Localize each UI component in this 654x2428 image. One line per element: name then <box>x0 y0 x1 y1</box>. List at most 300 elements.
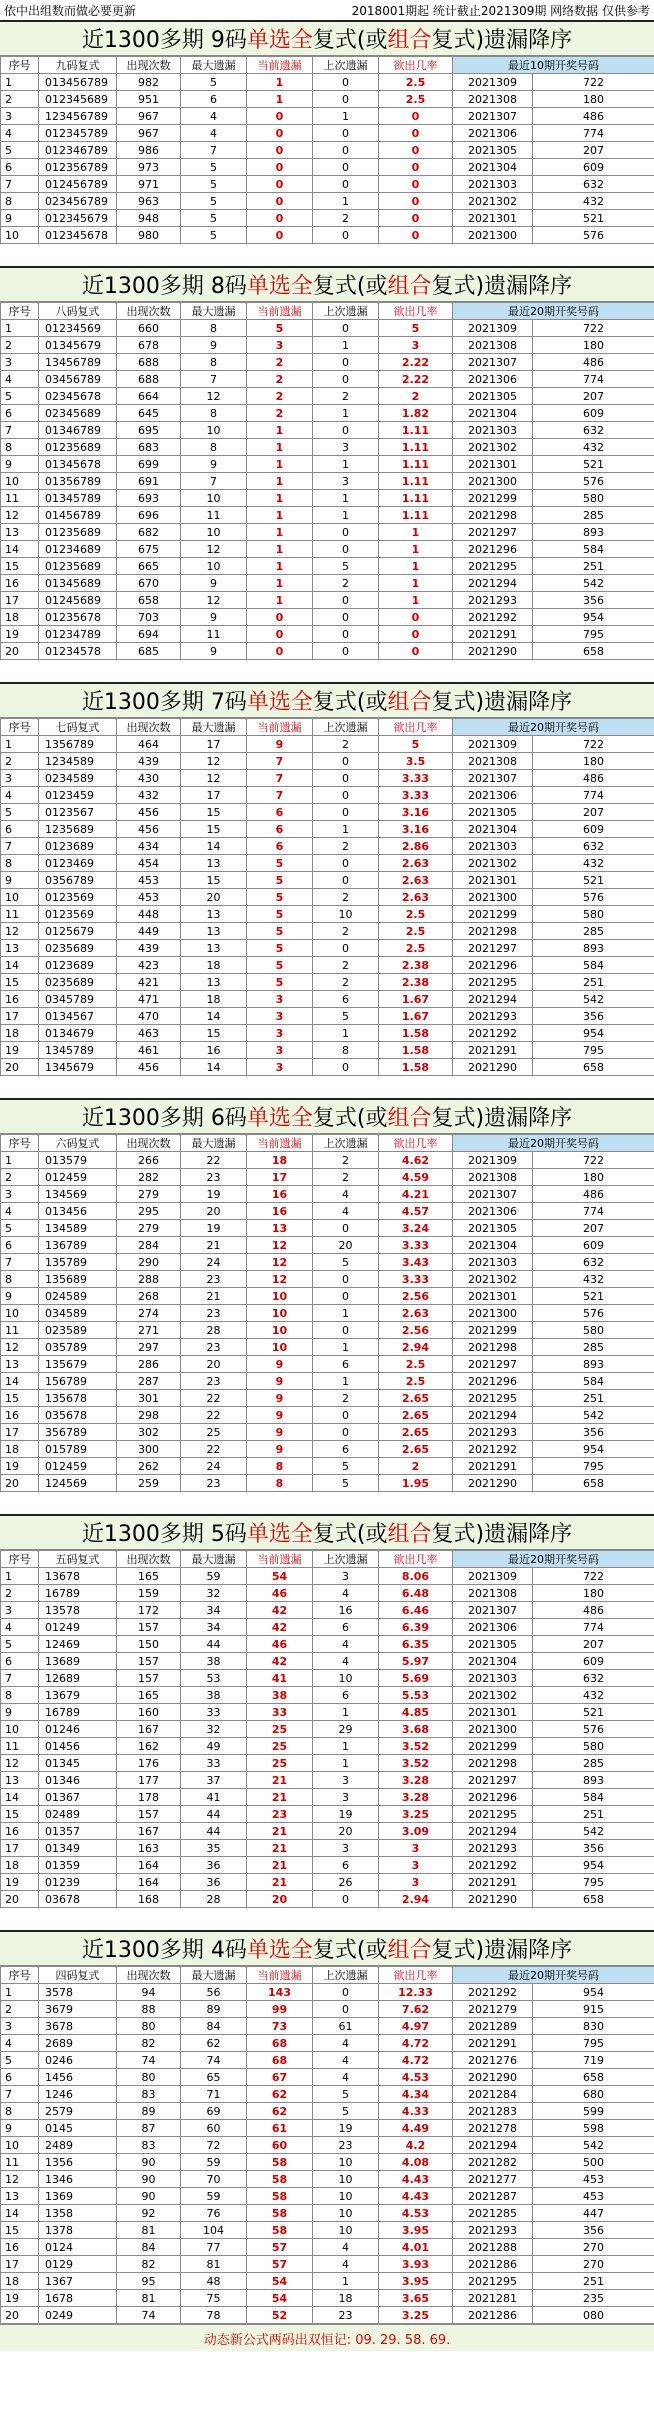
appear-count: 177 <box>117 1772 181 1789</box>
max-omission: 21 <box>181 1237 247 1254</box>
recent-number: 207 <box>533 388 654 405</box>
column-header: 当前遗漏 <box>247 1551 313 1568</box>
recent-issue: 2021302 <box>453 855 533 872</box>
code-combo: 03678 <box>39 1891 117 1908</box>
code-combo: 01345679 <box>39 337 117 354</box>
code-combo: 136789 <box>39 1237 117 1254</box>
row-index: 19 <box>1 2290 39 2307</box>
table-row <box>1 125 654 142</box>
appear-count: 74 <box>117 2052 181 2069</box>
recent-issue: 2021294 <box>453 991 533 1008</box>
row-index: 4 <box>1 787 39 804</box>
last-omission: 0 <box>313 422 379 439</box>
recent-issue: 2021301 <box>453 872 533 889</box>
section-gap <box>0 1908 654 1930</box>
probability: 2.5 <box>379 923 453 940</box>
recent-number: 954 <box>533 1857 654 1874</box>
max-omission: 44 <box>181 1636 247 1653</box>
recent-number: 207 <box>533 1636 654 1653</box>
table-row <box>1 388 654 405</box>
current-omission: 25 <box>247 1755 313 1772</box>
last-omission: 0 <box>313 753 379 770</box>
appear-count: 81 <box>117 2222 181 2239</box>
max-omission: 44 <box>181 1823 247 1840</box>
appear-count: 951 <box>117 91 181 108</box>
column-header: 四码复式 <box>39 1967 117 1984</box>
title-part: 近1300多期 4码 <box>81 1938 247 1963</box>
table-row <box>1 1356 654 1373</box>
last-omission: 5 <box>313 2103 379 2120</box>
last-omission: 2 <box>313 388 379 405</box>
appear-count: 259 <box>117 1475 181 1492</box>
table-row <box>1 2188 654 2205</box>
appear-count: 432 <box>117 787 181 804</box>
recent-issue: 2021286 <box>453 2307 533 2324</box>
current-omission: 5 <box>247 906 313 923</box>
last-omission: 3 <box>313 1772 379 1789</box>
appear-count: 693 <box>117 490 181 507</box>
recent-number: 632 <box>533 1670 654 1687</box>
max-omission: 34 <box>181 1619 247 1636</box>
appear-count: 83 <box>117 2086 181 2103</box>
row-index: 18 <box>1 1441 39 1458</box>
table-row <box>1 1008 654 1025</box>
table-row <box>1 1042 654 1059</box>
recent-issue: 2021282 <box>453 2154 533 2171</box>
probability: 0 <box>379 609 453 626</box>
probability: 3.09 <box>379 1823 453 1840</box>
code-combo: 012356789 <box>39 159 117 176</box>
code-combo: 1378 <box>39 2222 117 2239</box>
probability: 3.28 <box>379 1789 453 1806</box>
max-omission: 5 <box>181 176 247 193</box>
row-index: 8 <box>1 855 39 872</box>
recent-issue: 2021300 <box>453 1305 533 1322</box>
table-header-row <box>1 1967 654 1984</box>
title-part: 近1300多期 5码 <box>81 1522 247 1547</box>
row-index: 16 <box>1 991 39 1008</box>
table-row <box>1 1738 654 1755</box>
current-omission: 38 <box>247 1687 313 1704</box>
recent-issue: 2021305 <box>453 142 533 159</box>
appear-count: 167 <box>117 1721 181 1738</box>
recent-issue: 2021303 <box>453 1254 533 1271</box>
recent-issue: 2021287 <box>453 2188 533 2205</box>
last-omission: 29 <box>313 1721 379 1738</box>
appear-count: 164 <box>117 1874 181 1891</box>
last-omission: 4 <box>313 2256 379 2273</box>
appear-count: 453 <box>117 889 181 906</box>
probability: 4.62 <box>379 1152 453 1169</box>
recent-number: 356 <box>533 1008 654 1025</box>
table-section <box>0 244 654 660</box>
appear-count: 287 <box>117 1373 181 1390</box>
recent-number: 893 <box>533 1772 654 1789</box>
omission-table <box>0 1134 654 1492</box>
code-combo: 13456789 <box>39 354 117 371</box>
row-index: 17 <box>1 1840 39 1857</box>
table-row <box>1 2001 654 2018</box>
recent-issue: 2021284 <box>453 2086 533 2103</box>
appear-count: 423 <box>117 957 181 974</box>
probability: 4.72 <box>379 2035 453 2052</box>
current-omission: 2 <box>247 371 313 388</box>
appear-count: 90 <box>117 2154 181 2171</box>
row-index: 2 <box>1 1585 39 1602</box>
max-omission: 18 <box>181 991 247 1008</box>
current-omission: 6 <box>247 821 313 838</box>
recent-issue: 2021291 <box>453 1874 533 1891</box>
section-gap <box>0 1076 654 1098</box>
recent-issue: 2021299 <box>453 1322 533 1339</box>
appear-count: 284 <box>117 1237 181 1254</box>
recent-number: 251 <box>533 558 654 575</box>
max-omission: 62 <box>181 2035 247 2052</box>
appear-count: 434 <box>117 838 181 855</box>
current-omission: 9 <box>247 1441 313 1458</box>
table-row <box>1 1025 654 1042</box>
recent-issue: 2021309 <box>453 1568 533 1585</box>
appear-count: 461 <box>117 1042 181 1059</box>
code-combo: 1367 <box>39 2273 117 2290</box>
recent-number: 285 <box>533 923 654 940</box>
recent-issue: 2021290 <box>453 643 533 660</box>
row-index: 3 <box>1 2018 39 2035</box>
row-index: 5 <box>1 804 39 821</box>
row-index: 3 <box>1 354 39 371</box>
current-omission: 3 <box>247 1059 313 1076</box>
current-omission: 68 <box>247 2052 313 2069</box>
last-omission: 10 <box>313 2154 379 2171</box>
code-combo: 035678 <box>39 1407 117 1424</box>
current-omission: 0 <box>247 193 313 210</box>
recent-number: 521 <box>533 1288 654 1305</box>
table-row <box>1 1857 654 1874</box>
table-row <box>1 1602 654 1619</box>
code-combo: 02489 <box>39 1806 117 1823</box>
code-combo: 1356789 <box>39 736 117 753</box>
max-omission: 5 <box>181 227 247 244</box>
table-row <box>1 770 654 787</box>
table-row <box>1 1653 654 1670</box>
table-row <box>1 1169 654 1186</box>
recent-number: 609 <box>533 405 654 422</box>
section-gap <box>0 244 654 266</box>
current-omission: 10 <box>247 1288 313 1305</box>
probability: 3 <box>379 1874 453 1891</box>
current-omission: 2 <box>247 354 313 371</box>
row-index: 11 <box>1 2154 39 2171</box>
appear-count: 463 <box>117 1025 181 1042</box>
max-omission: 84 <box>181 2018 247 2035</box>
recent-issue: 2021293 <box>453 1424 533 1441</box>
current-omission: 42 <box>247 1619 313 1636</box>
appear-count: 162 <box>117 1738 181 1755</box>
current-omission: 7 <box>247 787 313 804</box>
appear-count: 168 <box>117 1891 181 1908</box>
recent-number: 580 <box>533 1322 654 1339</box>
current-omission: 9 <box>247 1356 313 1373</box>
max-omission: 9 <box>181 575 247 592</box>
recent-issue: 2021299 <box>453 1738 533 1755</box>
table-row <box>1 193 654 210</box>
max-omission: 8 <box>181 354 247 371</box>
probability: 5 <box>379 320 453 337</box>
code-combo: 0125679 <box>39 923 117 940</box>
current-omission: 8 <box>247 1475 313 1492</box>
row-index: 5 <box>1 388 39 405</box>
current-omission: 54 <box>247 2273 313 2290</box>
recent-number: 521 <box>533 456 654 473</box>
row-index: 12 <box>1 1339 39 1356</box>
title-part: 单选 <box>246 28 291 53</box>
last-omission: 16 <box>313 1602 379 1619</box>
code-combo: 023456789 <box>39 193 117 210</box>
max-omission: 23 <box>181 1305 247 1322</box>
code-combo: 01356789 <box>39 473 117 490</box>
code-combo: 1235689 <box>39 821 117 838</box>
current-omission: 21 <box>247 1823 313 1840</box>
recent-issue: 2021296 <box>453 1789 533 1806</box>
probability: 2.63 <box>379 872 453 889</box>
current-omission: 21 <box>247 1857 313 1874</box>
recent-issue: 2021308 <box>453 1169 533 1186</box>
column-header: 出现次数 <box>117 719 181 736</box>
recent-number: 598 <box>533 2120 654 2137</box>
appear-count: 163 <box>117 1840 181 1857</box>
recent-issue: 2021279 <box>453 2001 533 2018</box>
max-omission: 14 <box>181 1008 247 1025</box>
row-index: 8 <box>1 193 39 210</box>
probability: 5.69 <box>379 1670 453 1687</box>
row-index: 10 <box>1 1305 39 1322</box>
recent-number: 609 <box>533 821 654 838</box>
recent-issue: 2021298 <box>453 507 533 524</box>
current-omission: 33 <box>247 1704 313 1721</box>
recent-issue: 2021301 <box>453 1288 533 1305</box>
recent-issue: 2021304 <box>453 1653 533 1670</box>
column-header: 八码复式 <box>39 303 117 320</box>
column-header: 出现次数 <box>117 1135 181 1152</box>
current-omission: 0 <box>247 108 313 125</box>
code-combo: 012345678 <box>39 227 117 244</box>
appear-count: 74 <box>117 2307 181 2324</box>
max-omission: 13 <box>181 855 247 872</box>
current-omission: 67 <box>247 2069 313 2086</box>
title-part: 单选 <box>246 690 291 715</box>
probability: 1 <box>379 558 453 575</box>
appear-count: 695 <box>117 422 181 439</box>
max-omission: 23 <box>181 1339 247 1356</box>
table-row <box>1 227 654 244</box>
table-row <box>1 1636 654 1653</box>
table-row <box>1 1687 654 1704</box>
last-omission: 0 <box>313 159 379 176</box>
max-omission: 15 <box>181 872 247 889</box>
row-index: 19 <box>1 1458 39 1475</box>
recent-number: 774 <box>533 125 654 142</box>
column-header: 最近10期开奖号码 <box>453 57 654 74</box>
current-omission: 143 <box>247 1984 313 2001</box>
current-omission: 60 <box>247 2137 313 2154</box>
code-combo: 0123689 <box>39 838 117 855</box>
table-row <box>1 2171 654 2188</box>
last-omission: 6 <box>313 1441 379 1458</box>
recent-number: 500 <box>533 2154 654 2171</box>
current-omission: 0 <box>247 125 313 142</box>
probability: 1 <box>379 524 453 541</box>
row-index: 1 <box>1 1568 39 1585</box>
omission-table <box>0 718 654 1076</box>
recent-number: 486 <box>533 770 654 787</box>
table-row <box>1 2307 654 2324</box>
row-index: 1 <box>1 736 39 753</box>
recent-issue: 2021296 <box>453 1373 533 1390</box>
recent-number: 954 <box>533 609 654 626</box>
current-omission: 7 <box>247 753 313 770</box>
row-index: 8 <box>1 1271 39 1288</box>
column-header: 最大遗漏 <box>181 57 247 74</box>
probability: 1.11 <box>379 422 453 439</box>
recent-number: 486 <box>533 108 654 125</box>
row-index: 14 <box>1 1373 39 1390</box>
last-omission: 4 <box>313 1186 379 1203</box>
table-section <box>0 1492 654 1908</box>
column-header: 最近20期开奖号码 <box>453 303 654 320</box>
recent-number: 180 <box>533 753 654 770</box>
recent-issue: 2021307 <box>453 108 533 125</box>
current-omission: 18 <box>247 1152 313 1169</box>
table-row <box>1 2137 654 2154</box>
max-omission: 14 <box>181 1059 247 1076</box>
code-combo: 015789 <box>39 1441 117 1458</box>
table-row <box>1 2018 654 2035</box>
last-omission: 0 <box>313 125 379 142</box>
current-omission: 1 <box>247 439 313 456</box>
last-omission: 61 <box>313 2018 379 2035</box>
current-omission: 1 <box>247 558 313 575</box>
recent-number: 207 <box>533 1220 654 1237</box>
code-combo: 0356789 <box>39 872 117 889</box>
column-header: 欲出几率 <box>379 57 453 74</box>
row-index: 17 <box>1 2256 39 2273</box>
table-row <box>1 1619 654 1636</box>
recent-number: 658 <box>533 2069 654 2086</box>
row-index: 15 <box>1 1806 39 1823</box>
recent-issue: 2021283 <box>453 2103 533 2120</box>
title-part: 复式)遗漏降序 <box>431 1106 573 1131</box>
probability: 1.11 <box>379 507 453 524</box>
row-index: 2 <box>1 91 39 108</box>
probability: 4.53 <box>379 2205 453 2222</box>
code-combo: 01367 <box>39 1789 117 1806</box>
table-row <box>1 1789 654 1806</box>
current-omission: 58 <box>247 2171 313 2188</box>
probability: 2.65 <box>379 1390 453 1407</box>
probability: 0 <box>379 142 453 159</box>
title-part: 组合 <box>387 690 432 715</box>
max-omission: 19 <box>181 1220 247 1237</box>
current-omission: 9 <box>247 736 313 753</box>
row-index: 7 <box>1 1254 39 1271</box>
column-header: 六码复式 <box>39 1135 117 1152</box>
recent-issue: 2021305 <box>453 804 533 821</box>
column-header: 序号 <box>1 57 39 74</box>
last-omission: 1 <box>313 1738 379 1755</box>
last-omission: 6 <box>313 1687 379 1704</box>
table-row <box>1 142 654 159</box>
last-omission: 1 <box>313 821 379 838</box>
recent-issue: 2021292 <box>453 1441 533 1458</box>
table-row <box>1 1305 654 1322</box>
probability: 2.65 <box>379 1441 453 1458</box>
header-info: 2018001期起 统计截止2021309期 网络数据 仅供参考 <box>351 3 650 18</box>
probability: 0 <box>379 159 453 176</box>
code-combo: 012345689 <box>39 91 117 108</box>
omission-table <box>0 1966 654 2324</box>
max-omission: 17 <box>181 787 247 804</box>
code-combo: 123456789 <box>39 108 117 125</box>
table-section <box>0 1076 654 1492</box>
probability: 2.56 <box>379 1288 453 1305</box>
recent-number: 251 <box>533 2273 654 2290</box>
recent-issue: 2021290 <box>453 1475 533 1492</box>
title-part: 全 <box>290 1522 313 1547</box>
recent-issue: 2021290 <box>453 1059 533 1076</box>
row-index: 14 <box>1 1789 39 1806</box>
appear-count: 456 <box>117 821 181 838</box>
probability: 1.67 <box>379 1008 453 1025</box>
recent-number: 893 <box>533 1356 654 1373</box>
current-omission: 1 <box>247 456 313 473</box>
row-index: 6 <box>1 1653 39 1670</box>
recent-number: 356 <box>533 1424 654 1441</box>
max-omission: 36 <box>181 1857 247 1874</box>
last-omission: 0 <box>313 609 379 626</box>
code-combo: 2689 <box>39 2035 117 2052</box>
code-combo: 3678 <box>39 2018 117 2035</box>
recent-issue: 2021305 <box>453 1636 533 1653</box>
last-omission: 5 <box>313 1254 379 1271</box>
last-omission: 5 <box>313 1008 379 1025</box>
recent-number: 722 <box>533 74 654 91</box>
table-row <box>1 1152 654 1169</box>
appear-count: 449 <box>117 923 181 940</box>
max-omission: 7 <box>181 473 247 490</box>
appear-count: 92 <box>117 2205 181 2222</box>
row-index: 13 <box>1 1772 39 1789</box>
column-header: 当前遗漏 <box>247 1135 313 1152</box>
table-row <box>1 1339 654 1356</box>
max-omission: 70 <box>181 2171 247 2188</box>
row-index: 9 <box>1 872 39 889</box>
section-title <box>0 1514 654 1550</box>
row-index: 17 <box>1 592 39 609</box>
column-header: 序号 <box>1 1967 39 1984</box>
table-row <box>1 2239 654 2256</box>
current-omission: 58 <box>247 2188 313 2205</box>
recent-number: 235 <box>533 2290 654 2307</box>
column-header: 最大遗漏 <box>181 303 247 320</box>
appear-count: 290 <box>117 1254 181 1271</box>
recent-issue: 2021276 <box>453 2052 533 2069</box>
probability: 2.5 <box>379 91 453 108</box>
appear-count: 675 <box>117 541 181 558</box>
code-combo: 02345678 <box>39 388 117 405</box>
table-row <box>1 1704 654 1721</box>
code-combo: 01235689 <box>39 558 117 575</box>
last-omission: 4 <box>313 1585 379 1602</box>
